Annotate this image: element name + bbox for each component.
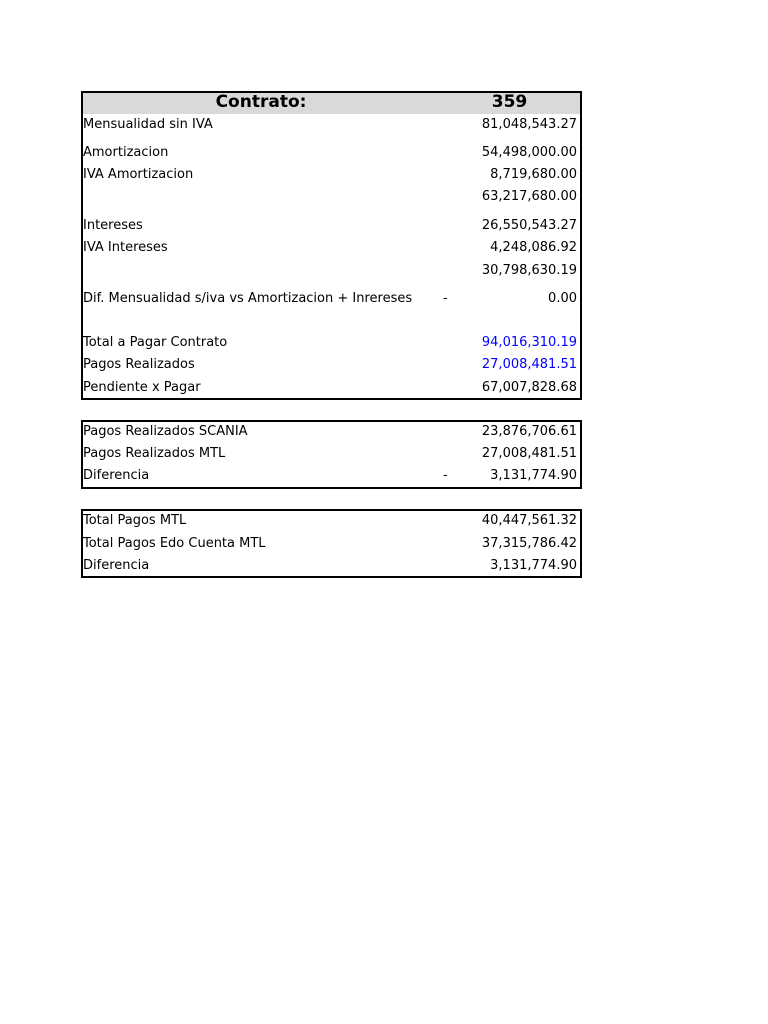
row-amortizacion xyxy=(83,144,580,162)
row-value: 0.00 xyxy=(548,291,577,306)
row-value: 63,217,680.00 xyxy=(481,189,577,204)
row-pagos-mtl xyxy=(83,445,580,463)
row-diferencia xyxy=(83,557,580,575)
row-pagos-realizados xyxy=(83,356,580,374)
row-value: 8,719,680.00 xyxy=(490,167,577,182)
contract-header xyxy=(83,93,580,114)
row-label: Pendiente x Pagar xyxy=(83,380,201,395)
row-value: 3,131,774.90 xyxy=(490,468,577,483)
contract-header-label: Contrato: xyxy=(215,92,307,112)
row-label: Mensualidad sin IVA xyxy=(83,117,213,132)
payments-comparison-table xyxy=(81,420,582,489)
contract-summary-table xyxy=(81,91,582,400)
row-mensualidad-sin-iva xyxy=(83,116,580,134)
row-label: Pagos Realizados SCANIA xyxy=(83,424,248,439)
row-value: 27,008,481.51 xyxy=(481,446,577,461)
row-dash: - xyxy=(443,468,448,483)
row-iva-amortizacion xyxy=(83,166,580,184)
row-label: IVA Amortizacion xyxy=(83,167,194,182)
row-value: 23,876,706.61 xyxy=(481,424,577,439)
contract-number: 359 xyxy=(491,92,528,112)
row-value: 54,498,000.00 xyxy=(481,145,577,160)
row-total-a-pagar xyxy=(83,334,580,352)
row-amortizacion-subtotal xyxy=(83,188,580,206)
row-label: Total a Pagar Contrato xyxy=(83,335,228,350)
row-value: 27,008,481.51 xyxy=(481,357,577,372)
row-value: 30,798,630.19 xyxy=(481,263,577,278)
row-label: Total Pagos Edo Cuenta MTL xyxy=(83,536,266,551)
row-label: Diferencia xyxy=(83,468,150,483)
row-value: 4,248,086.92 xyxy=(490,240,577,255)
mtl-totals-table xyxy=(81,509,582,578)
row-total-pagos-mtl xyxy=(83,512,580,530)
row-value: 3,131,774.90 xyxy=(490,558,577,573)
row-intereses-subtotal xyxy=(83,262,580,280)
row-label: Pagos Realizados xyxy=(83,357,195,372)
row-label: Total Pagos MTL xyxy=(83,513,187,528)
row-total-edo-cuenta-mtl xyxy=(83,535,580,553)
row-iva-intereses xyxy=(83,239,580,257)
row-label: Dif. Mensualidad s/iva vs Amortizacion + Inrereses xyxy=(83,291,413,306)
row-label: IVA Intereses xyxy=(83,240,168,255)
row-pagos-scania xyxy=(83,423,580,441)
row-value: 67,007,828.68 xyxy=(481,380,577,395)
row-value: 37,315,786.42 xyxy=(481,536,577,551)
row-label: Amortizacion xyxy=(83,145,169,160)
row-pendiente-x-pagar xyxy=(83,379,580,397)
row-value: 94,016,310.19 xyxy=(481,335,577,350)
row-value: 40,447,561.32 xyxy=(481,513,577,528)
row-label: Pagos Realizados MTL xyxy=(83,446,226,461)
row-dash: - xyxy=(443,291,448,306)
row-label: Diferencia xyxy=(83,558,150,573)
row-value: 81,048,543.27 xyxy=(481,117,577,132)
row-intereses xyxy=(83,217,580,235)
row-label: Intereses xyxy=(83,218,143,233)
row-diferencia-mensualidad xyxy=(83,290,580,308)
row-diferencia xyxy=(83,467,580,485)
row-value: 26,550,543.27 xyxy=(481,218,577,233)
